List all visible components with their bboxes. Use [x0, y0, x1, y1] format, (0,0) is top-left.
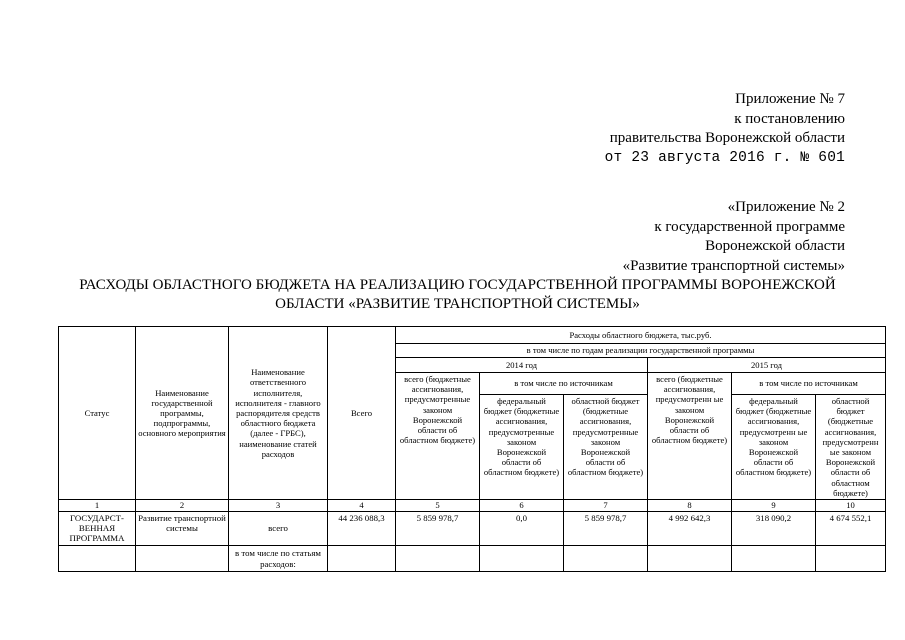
row-federal-2015: 318 090,2 — [732, 512, 816, 546]
header-sources-2015: в том числе по источникам — [732, 373, 886, 395]
header-program-name: Наименование государственной программы, подпрограммы, основного мероприятия — [136, 327, 229, 500]
header-total: Всего — [328, 327, 396, 500]
program-attachment-ref: к государственной программе — [654, 218, 845, 235]
column-number: 4 — [328, 500, 396, 512]
header-regional-2015: областной бюджет (бюджетные ассигнования, предусмотренн ые законом Воронежской области об областном бюджете) — [816, 395, 886, 500]
row-empty-cell — [328, 546, 396, 572]
row-total: 44 236 088,3 — [328, 512, 396, 546]
row-empty-cell — [648, 546, 732, 572]
table-row — [59, 512, 886, 546]
row-empty-cell — [396, 546, 480, 572]
row-total-2015: 4 992 642,3 — [648, 512, 732, 546]
program-attachment-name: «Развитие транспортной системы» — [622, 257, 845, 274]
header-year-2015: 2015 год — [648, 358, 886, 373]
row-regional-2015: 4 674 552,1 — [816, 512, 886, 546]
header-expenses-group: Расходы областного бюджета, тыс.руб. — [396, 327, 886, 344]
document-title — [50, 276, 865, 314]
row-empty-cell — [732, 546, 816, 572]
attachment-header — [605, 90, 845, 168]
attachment-date-stamp: от 23 августа 2016 г. № 601 — [604, 149, 845, 166]
header-federal-2014: федеральный бюджет (бюджетные ассигнования, предусмотренные законом Воронежской области об областном бюджете) — [480, 395, 564, 500]
row-empty-cell — [564, 546, 648, 572]
row-executor-by-articles: в том числе по статьям расходов: — [229, 546, 328, 572]
row-program-name: Развитие транспортной системы — [136, 512, 229, 546]
document-title-line-1: РАСХОДЫ ОБЛАСТНОГО БЮДЖЕТА НА РЕАЛИЗАЦИЮ ГОСУДАРСТВЕННОЙ ПРОГРАММЫ ВОРОНЕЖСКОЙ — [79, 277, 836, 293]
row-executor: всего — [229, 512, 328, 546]
row-name-empty — [136, 546, 229, 572]
row-status-empty — [59, 546, 136, 572]
column-number: 2 — [136, 500, 229, 512]
program-attachment-region: Воронежской области — [705, 238, 845, 254]
header-executor: Наименование ответственного исполнителя, исполнителя - главного распорядителя средств областного бюджета (далее - ГРБС), наименование статей расходов — [229, 327, 328, 500]
program-attachment-header — [623, 198, 845, 276]
header-total-2015: всего (бюджетные ассигнования, предусмотренн ые законом Воронежской области об областном бюджете) — [648, 373, 732, 500]
header-regional-2014: областной бюджет (бюджетные ассигнования, предусмотренные законом Воронежской области об областном бюджете) — [564, 395, 648, 500]
header-status: Статус — [59, 327, 136, 500]
column-number: 5 — [396, 500, 480, 512]
header-sources-2014: в том числе по источникам — [480, 373, 648, 395]
document-title-line-2: ОБЛАСТИ «РАЗВИТИЕ ТРАНСПОРТНОЙ СИСТЕМЫ» — [275, 296, 640, 312]
row-regional-2014: 5 859 978,7 — [564, 512, 648, 546]
header-by-years: в том числе по годам реализации государственной программы — [396, 344, 886, 358]
attachment-number: Приложение № 7 — [735, 91, 845, 107]
table-row — [59, 546, 886, 572]
expenses-table — [58, 326, 886, 572]
column-number: 10 — [816, 500, 886, 512]
column-number: 1 — [59, 500, 136, 512]
header-federal-2015: федеральный бюджет (бюджетные ассигнования, предусмотренн ые законом Воронежской области об областном бюджете) — [732, 395, 816, 500]
program-attachment-number: «Приложение № 2 — [727, 199, 845, 215]
column-number: 7 — [564, 500, 648, 512]
row-empty-cell — [816, 546, 886, 572]
header-year-2014: 2014 год — [396, 358, 648, 373]
header-total-2014: всего (бюджетные ассигнования, предусмотренные законом Воронежской области об областном бюджете) — [396, 373, 480, 500]
column-number: 3 — [229, 500, 328, 512]
column-number: 6 — [480, 500, 564, 512]
row-federal-2014: 0,0 — [480, 512, 564, 546]
row-empty-cell — [480, 546, 564, 572]
column-number: 8 — [648, 500, 732, 512]
row-status: ГОСУДАРСТ-ВЕННАЯ ПРОГРАММА — [59, 512, 136, 546]
attachment-resolution-ref: к постановлению — [734, 110, 845, 127]
row-total-2014: 5 859 978,7 — [396, 512, 480, 546]
column-number: 9 — [732, 500, 816, 512]
attachment-government: правительства Воронежской области — [609, 130, 845, 146]
